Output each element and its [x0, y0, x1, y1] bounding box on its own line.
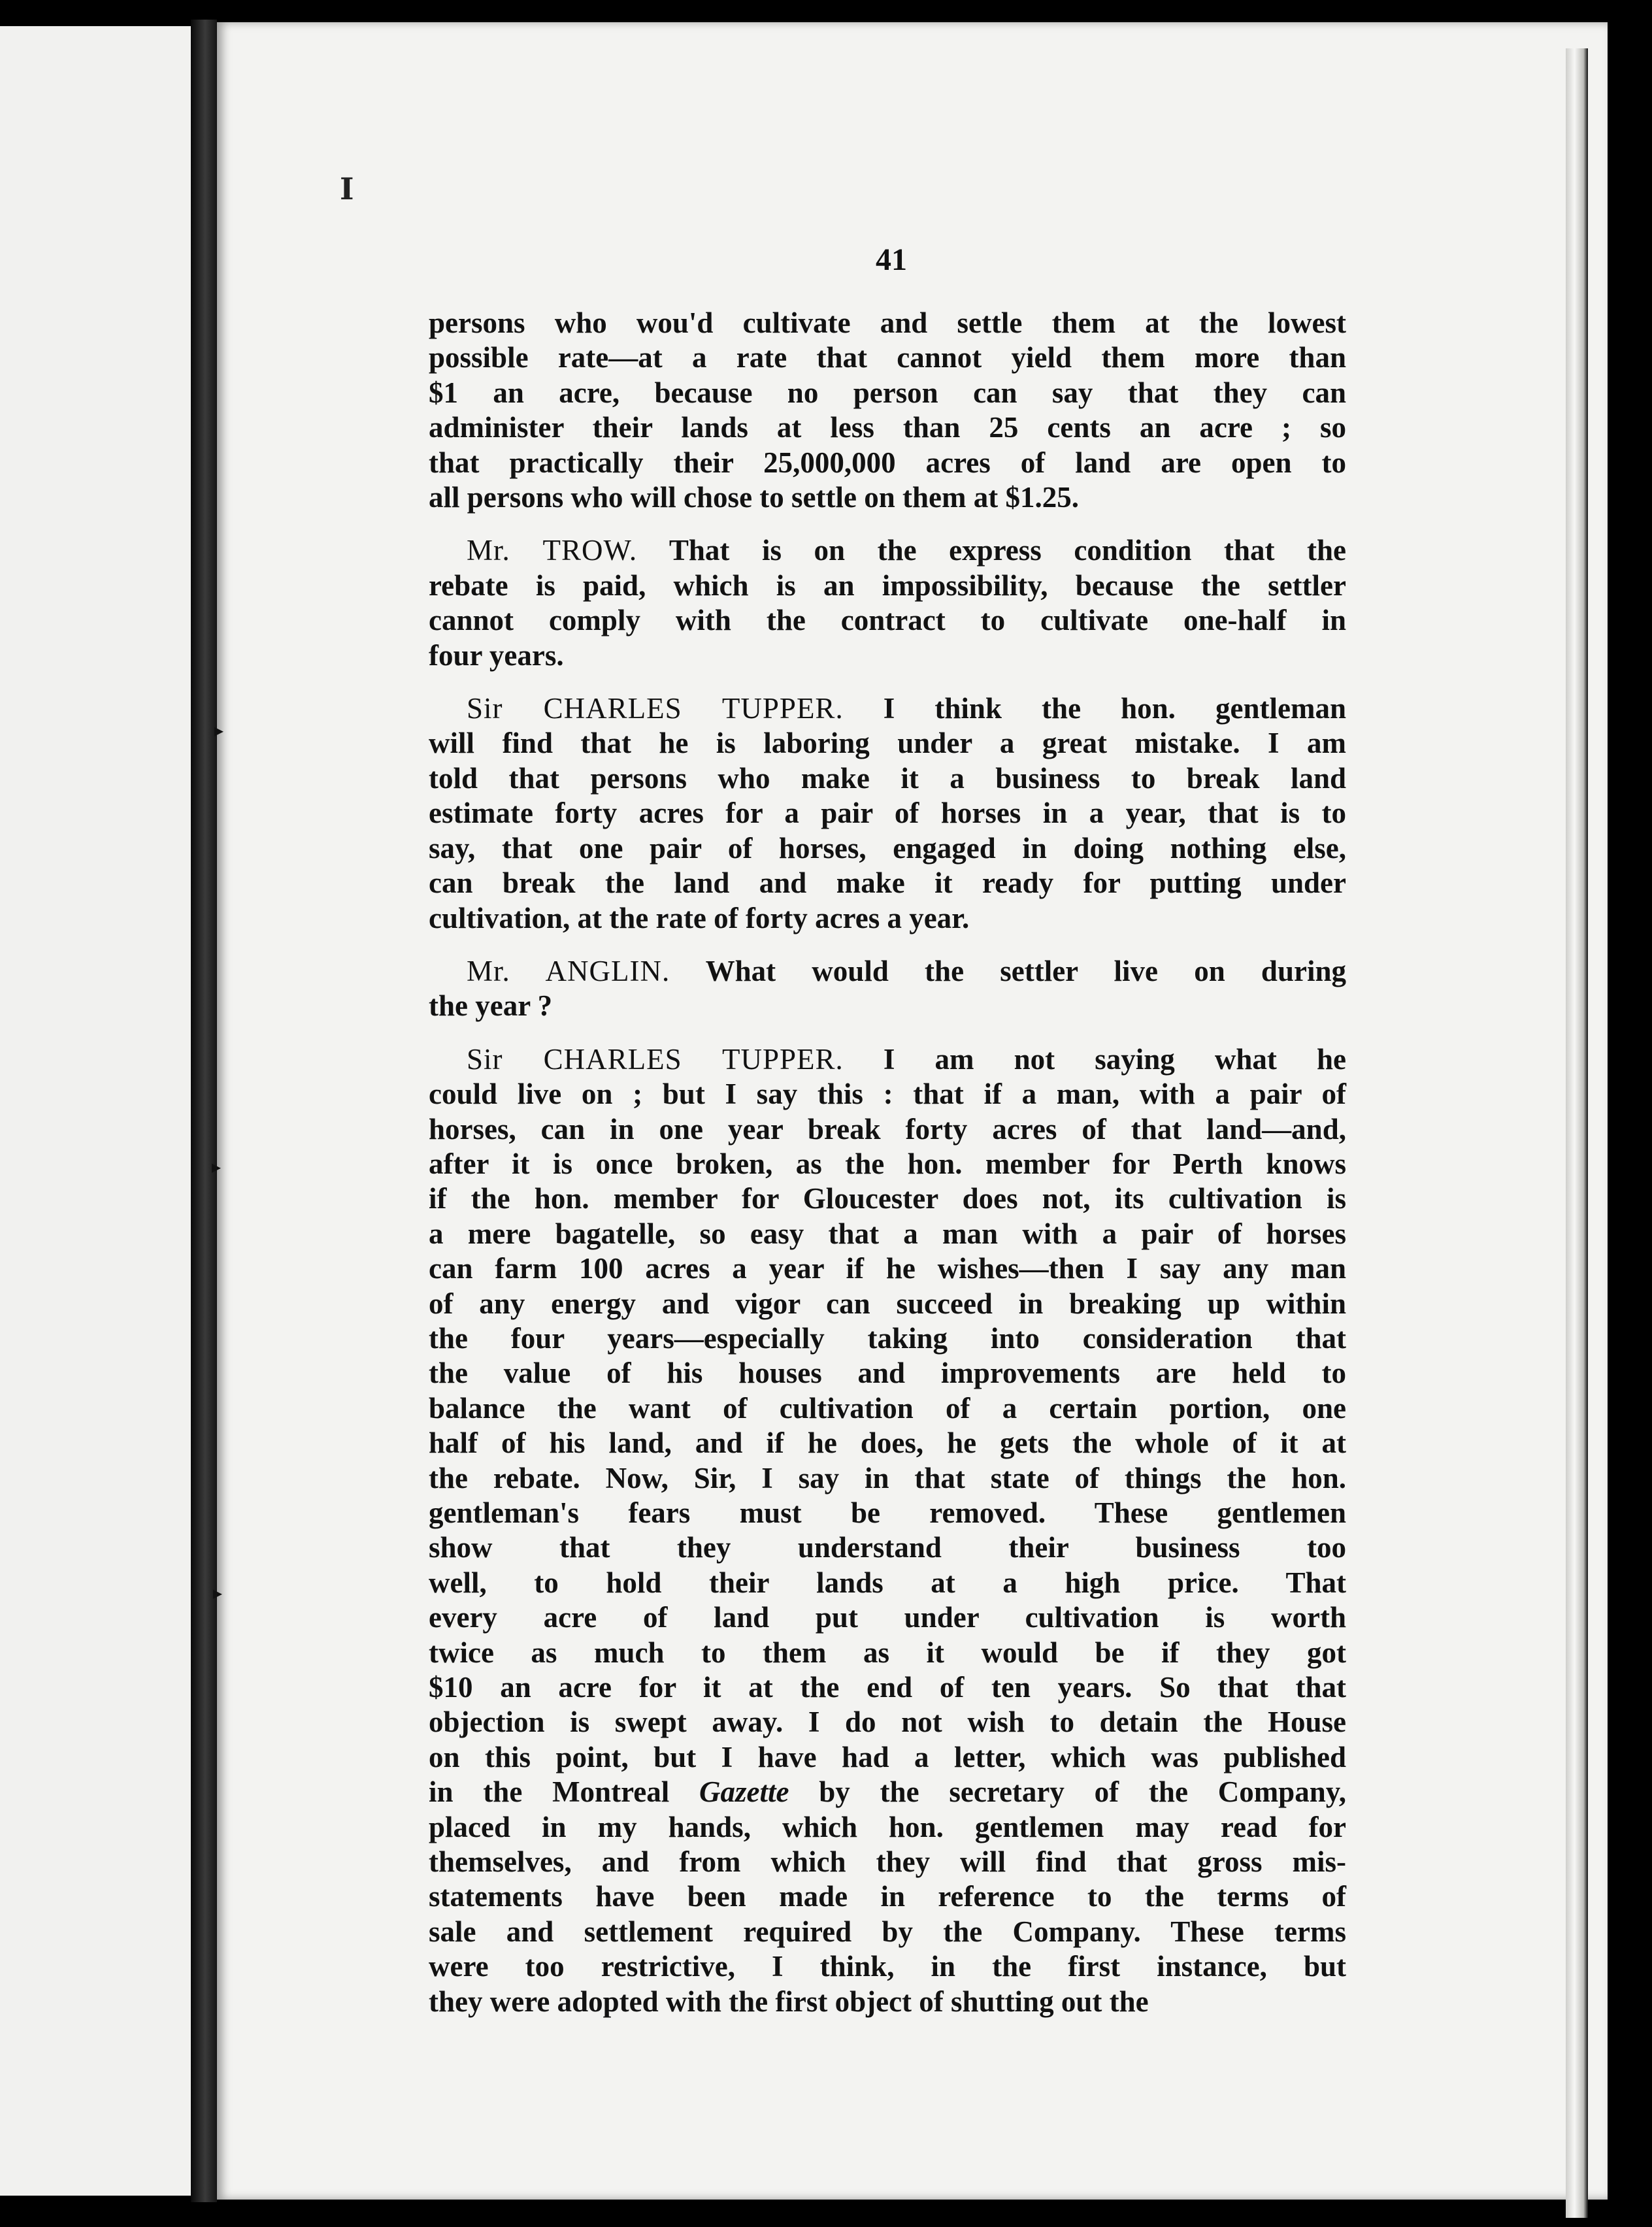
text-line: horses, can in one year break forty acres of that land—and, — [429, 1112, 1346, 1146]
text-line: half of his land, and if he does, he gets the whole of it at — [429, 1427, 1346, 1460]
speaker-name: Sir CHARLES TUPPER. — [467, 692, 844, 725]
text-line: of any energy and vigor can succeed in breaking up within — [429, 1287, 1346, 1320]
text-line: in the Montreal Gazette by the secretary of the Company, — [429, 1775, 1347, 1809]
margin-tick-mark: ▸ — [212, 1156, 222, 1178]
body-text — [429, 306, 1346, 2019]
text-line: say, that one pair of horses, engaged in doing nothing else, — [429, 831, 1346, 865]
text-line: rebate is paid, which is an impossibility, because the settler — [429, 569, 1346, 602]
text-line: can break the land and make it ready for putting under — [429, 866, 1346, 900]
text-line: after it is once broken, as the hon. member for Perth knows — [429, 1147, 1346, 1180]
text-line: Mr. ANGLIN. What would the settler live on during — [467, 954, 1346, 987]
text-line: well, to hold their lands at a high price. That — [429, 1566, 1346, 1599]
paragraph — [429, 1042, 1346, 2019]
newspaper-title: Gazette — [699, 1775, 789, 1809]
text-line: will find that he is laboring under a great mistake. I am — [429, 727, 1346, 760]
page-edge-shadow — [1566, 48, 1588, 2218]
speaker-name: Sir CHARLES TUPPER. — [467, 1042, 844, 1076]
text-line: Sir CHARLES TUPPER. I am not saying what he — [467, 1042, 1347, 1076]
text-line: placed in my hands, which hon. gentlemen may read for — [429, 1810, 1346, 1843]
left-page-mark: I — [340, 171, 354, 206]
text-line: told that persons who make it a business to break land — [429, 761, 1346, 795]
text-line: gentleman's fears must be removed. These gentlemen — [429, 1496, 1346, 1529]
text-line: the year ? — [429, 989, 553, 1023]
text-line: Sir CHARLES TUPPER. I think the hon. gentleman — [467, 692, 1346, 725]
paragraph — [429, 533, 1346, 673]
paragraph — [429, 954, 1346, 1024]
text-line: themselves, and from which they will find that gross mis- — [429, 1845, 1346, 1879]
text-line: show that they understand their business too — [429, 1531, 1346, 1564]
text-line: a mere bagatelle, so easy that a man with a pair of horses — [429, 1217, 1346, 1250]
text-line: the value of his houses and improvements are held to — [429, 1357, 1346, 1390]
book-gutter — [191, 20, 217, 2202]
text-line: the four years—especially taking into consideration that — [429, 1321, 1346, 1355]
text-line: statements have been made in reference to the terms of — [429, 1880, 1346, 1913]
text-line: can farm 100 acres a year if he wishes—then I say any man — [429, 1252, 1346, 1285]
text-line: all persons who will chose to settle on them at $1.25. — [429, 481, 1079, 514]
text-line: that practically their 25,000,000 acres of land are open to — [429, 446, 1346, 479]
text-line: $10 an acre for it at the end of ten years. So that that — [429, 1671, 1346, 1704]
paragraph — [429, 306, 1346, 515]
text-line: on this point, but I have had a letter, which was published — [429, 1740, 1346, 1773]
text-line: cannot comply with the contract to cultivate one-half in — [429, 604, 1346, 637]
text-line: twice as much to them as it would be if they got — [429, 1636, 1346, 1669]
text-line: four years. — [429, 638, 564, 672]
text-line: the rebate. Now, Sir, I say in that state of things the hon. — [429, 1461, 1346, 1494]
paragraph — [429, 691, 1346, 936]
text-line: balance the want of cultivation of a certain portion, one — [429, 1391, 1346, 1425]
text-line: were too restrictive, I think, in the first instance, but — [429, 1950, 1346, 1983]
left-page-edge — [0, 26, 197, 2196]
speaker-name: Mr. ANGLIN. — [467, 954, 670, 987]
speaker-name: Mr. TROW. — [467, 534, 638, 567]
text-line: administer their lands at less than 25 cents an acre ; so — [429, 411, 1346, 444]
text-line: if the hon. member for Gloucester does not, its cultivation is — [429, 1182, 1346, 1215]
text-line: Mr. TROW. That is on the express condition that the — [467, 534, 1346, 567]
text-line: $1 an acre, because no person can say that they can — [429, 376, 1346, 409]
text-line: sale and settlement required by the Company. These terms — [429, 1915, 1346, 1948]
margin-tick-mark: ▸ — [214, 719, 224, 741]
text-line: they were adopted with the first object of shutting out the — [429, 1985, 1149, 2018]
page-number: 41 — [876, 242, 907, 277]
text-line: possible rate—at a rate that cannot yield them more than — [429, 341, 1346, 374]
text-line: every acre of land put under cultivation is worth — [429, 1601, 1346, 1634]
text-line: cultivation, at the rate of forty acres a year. — [429, 901, 970, 934]
text-line: objection is swept away. I do not wish to detain the House — [429, 1706, 1346, 1739]
text-line: estimate forty acres for a pair of horses in a year, that is to — [429, 797, 1346, 830]
text-line: persons who wou'd cultivate and settle them at the lowest — [429, 306, 1346, 339]
text-line: could live on ; but I say this : that if a man, with a pair of — [429, 1078, 1346, 1111]
margin-tick-mark: ▸ — [213, 1582, 223, 1604]
